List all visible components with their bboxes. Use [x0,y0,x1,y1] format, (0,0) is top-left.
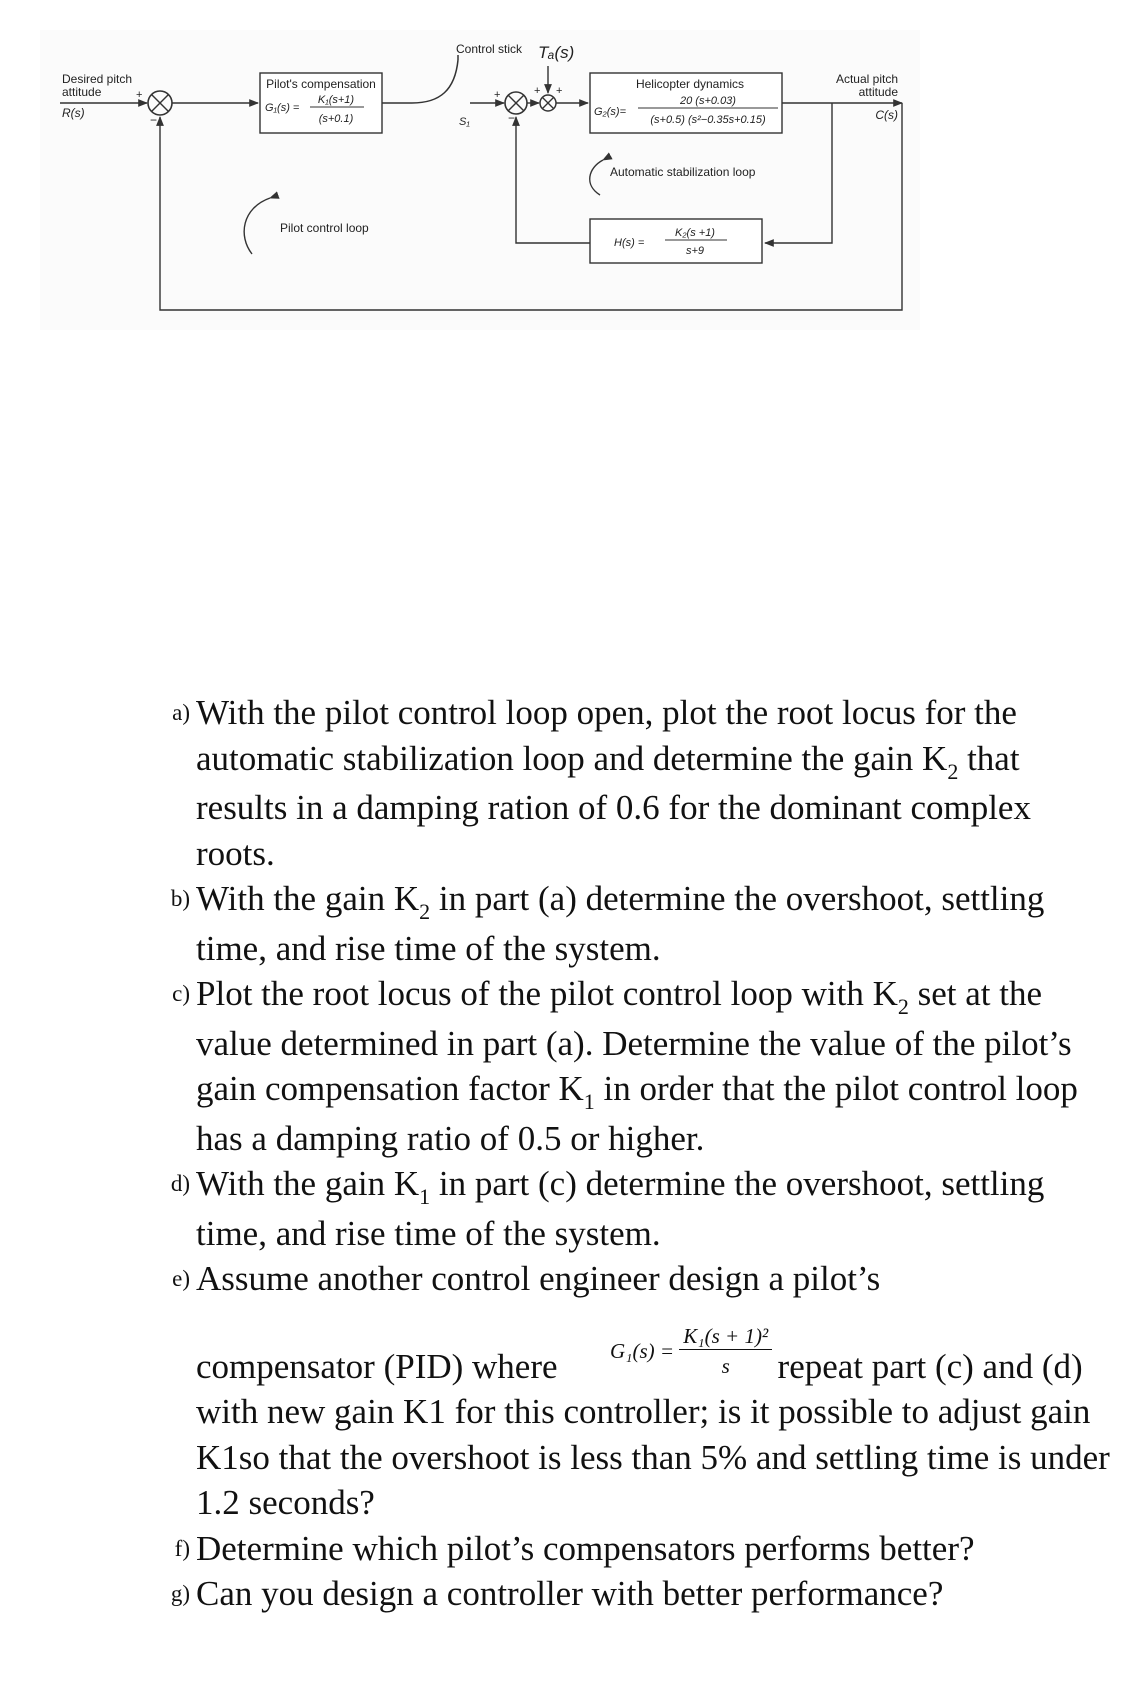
question-e-text-3: repeat part (c) and (d) with new gain K1 for this controller; is it possible to adjust gain K1so that the overshoot is less than 5% and settling time is under 1.2 seconds? [196,1346,1110,1522]
pilot-compensation-numerator: K₁(s+1) [317,94,355,106]
question-g-marker: g) [170,1581,190,1606]
sum2-minus-sign: − [508,111,516,125]
question-b-text-1: With the gain K [196,879,420,918]
question-d-text [196,1161,1110,1256]
sum2-plus-sign: + [494,89,501,101]
question-c-text-2: set at the value determined in part (a). Determine the value of the pilot’s gain compensation factor K [196,974,1072,1108]
question-c-text-3: in order that the pilot control loop has a damping ratio of 0.5 or higher. [196,1069,1078,1158]
pid-equation-lhs: G₁(s) = [610,1339,675,1363]
helicopter-dynamics-denominator: (s+0.5) (s²−0.35s+0.15) [650,114,766,126]
auto-loop-label: Automatic stabilization loop [610,165,756,179]
sum3-plus-sign-b: + [556,85,563,97]
sum3-plus-sign-a: + [534,85,541,97]
question-g [150,1571,1110,1617]
disturbance-label: Tₐ(s) [538,43,575,62]
question-f [150,1526,1110,1572]
question-c [150,971,1110,1161]
question-e-text-2: compensator (PID) where [196,1346,558,1386]
question-c-marker: c) [172,981,190,1006]
h-block-denominator: s+9 [685,245,705,257]
question-e [150,1256,1110,1526]
question-b-marker: b) [170,886,190,911]
switch-label: S₁ [459,116,470,128]
question-e-text-1: Assume another control engineer design a pilot’s [196,1259,881,1298]
question-g-text: Can you design a controller with better performance? [196,1574,944,1613]
helicopter-dynamics-title: Helicopter dynamics [635,77,745,91]
question-d-text-1: With the gain K [196,1164,420,1203]
question-a-subscript: 2 [947,758,959,784]
question-a-text-1: With the pilot control loop open, plot the root locus for the automatic stabilization loop and determine the gain K [196,693,1017,778]
question-c-text [196,971,1110,1161]
question-b-text-2: in part (a) determine the overshoot, settling time, and rise time of the system. [196,879,1045,968]
h-block-numerator: K₂(s +1) [675,227,715,239]
input-label-2: attitude [62,85,102,99]
input-label-1: Desired pitch [62,72,133,86]
sum1-plus-sign: + [136,89,143,101]
question-a-marker: a) [172,700,190,725]
question-a-text [196,690,1110,876]
pilot-compensation-lhs: G₁(s) = [265,102,300,114]
pid-equation-denominator: s [721,1354,730,1378]
question-f-marker: f) [174,1535,190,1561]
question-d-text-2: in part (c) determine the overshoot, settling time, and rise time of the system. [196,1164,1045,1253]
question-e-marker: e) [172,1266,190,1291]
question-d [150,1161,1110,1256]
output-label-1: Actual pitch [835,72,898,86]
question-f-text: Determine which pilot’s compensators performs better? [196,1528,975,1568]
block-diagram [0,0,1126,340]
question-a [150,690,1110,876]
question-d-subscript: 1 [419,1184,431,1209]
question-c-text-1: Plot the root locus of the pilot control loop with K [196,974,898,1013]
sum1-minus-sign: − [150,113,158,127]
pilot-loop-label: Pilot control loop [280,221,369,235]
question-d-marker: d) [170,1171,190,1196]
question-c-subscript-2: 1 [583,1089,595,1114]
questions-list [150,690,1110,1617]
input-signal: R(s) [62,106,85,120]
helicopter-dynamics-numerator: 20 (s+0.03) [680,95,736,107]
question-b-text [196,876,1110,971]
diagram-background [40,30,920,330]
pid-equation-numerator: K₁(s + 1)² [679,1324,772,1350]
pilot-compensation-title: Pilot's compensation [266,77,376,91]
question-b-subscript: 2 [419,899,431,924]
question-a-text-2: that results in a damping ration of 0.6 for the dominant complex roots. [196,738,1031,873]
pid-equation-fraction [679,1324,772,1379]
question-c-subscript-1: 2 [897,994,909,1019]
helicopter-dynamics-lhs: G₂(s)= [594,106,627,118]
question-e-text [196,1256,1110,1526]
output-signal: C(s) [875,108,898,122]
pilot-compensation-denominator: (s+0.1) [318,113,354,125]
control-stick-label: Control stick [456,42,523,56]
question-b [150,876,1110,971]
pid-equation [610,1324,772,1379]
h-block-lhs: H(s) = [614,237,645,249]
output-label-2: attitude [858,85,898,99]
